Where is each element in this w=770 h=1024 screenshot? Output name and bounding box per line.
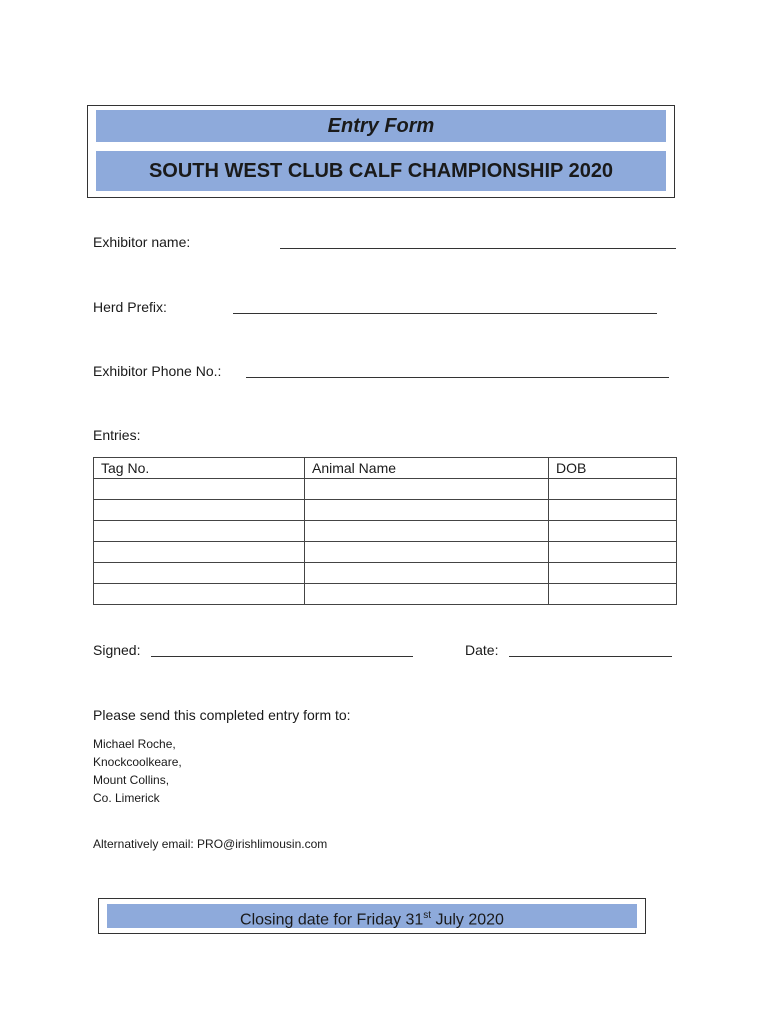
date-line[interactable]: [509, 656, 672, 657]
column-header-animal-name: Animal Name: [305, 458, 549, 479]
dob-cell[interactable]: [549, 584, 677, 605]
form-subtitle: Entry Form: [96, 110, 666, 142]
animal-name-cell[interactable]: [305, 479, 549, 500]
tag-cell[interactable]: [94, 542, 305, 563]
closing-date-box: [98, 898, 646, 934]
animal-name-cell[interactable]: [305, 542, 549, 563]
table-row: [94, 563, 677, 584]
send-instruction: Please send this completed entry form to:: [93, 707, 351, 723]
signed-line[interactable]: [151, 656, 413, 657]
phone-line[interactable]: [246, 377, 669, 378]
signed-label: Signed:: [93, 642, 141, 658]
animal-name-cell[interactable]: [305, 563, 549, 584]
dob-cell[interactable]: [549, 563, 677, 584]
date-label: Date:: [465, 642, 499, 658]
table-header-row: [94, 458, 677, 479]
address-line-1: Michael Roche,: [93, 737, 176, 751]
table-row: [94, 479, 677, 500]
tag-cell[interactable]: [94, 500, 305, 521]
animal-name-cell[interactable]: [305, 521, 549, 542]
exhibitor-name-line[interactable]: [280, 248, 676, 249]
entries-label: Entries:: [93, 427, 141, 443]
closing-date-text: [107, 904, 637, 928]
tag-cell[interactable]: [94, 563, 305, 584]
herd-prefix-line[interactable]: [233, 313, 657, 314]
table-row: [94, 584, 677, 605]
tag-cell[interactable]: [94, 521, 305, 542]
column-header-dob: DOB: [549, 458, 677, 479]
table-row: [94, 500, 677, 521]
form-title: SOUTH WEST CLUB CALF CHAMPIONSHIP 2020: [96, 151, 666, 191]
entries-table: [93, 457, 677, 605]
dob-cell[interactable]: [549, 500, 677, 521]
animal-name-cell[interactable]: [305, 500, 549, 521]
dob-cell[interactable]: [549, 479, 677, 500]
address-line-4: Co. Limerick: [93, 791, 160, 805]
tag-cell[interactable]: [94, 584, 305, 605]
animal-name-cell[interactable]: [305, 584, 549, 605]
closing-date-rest: July 2020: [431, 911, 504, 929]
alternative-email: Alternatively email: PRO@irishlimousin.com: [93, 837, 328, 851]
table-row: [94, 542, 677, 563]
tag-cell[interactable]: [94, 479, 305, 500]
dob-cell[interactable]: [549, 521, 677, 542]
dob-cell[interactable]: [549, 542, 677, 563]
closing-date-suffix: st: [423, 910, 432, 921]
exhibitor-name-label: Exhibitor name:: [93, 234, 191, 250]
closing-date-prefix: Closing date for Friday 31: [240, 911, 424, 929]
column-header-tag: Tag No.: [94, 458, 305, 479]
phone-label: Exhibitor Phone No.:: [93, 363, 222, 379]
herd-prefix-label: Herd Prefix:: [93, 299, 167, 315]
header-box: [87, 105, 675, 198]
table-row: [94, 521, 677, 542]
address-line-3: Mount Collins,: [93, 773, 170, 787]
address-line-2: Knockcoolkeare,: [93, 755, 182, 769]
